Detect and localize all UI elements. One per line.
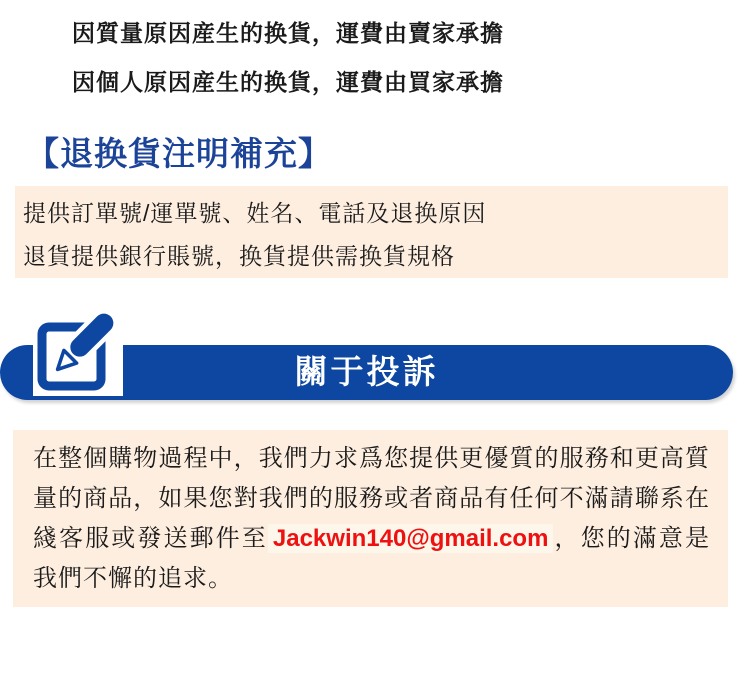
return-note-box bbox=[15, 186, 728, 278]
edit-pencil-icon bbox=[33, 306, 123, 396]
return-note-line-1: 提供訂單號/運單號、姓名、電話及退换原因 bbox=[23, 200, 487, 226]
complaint-email-address: Jackwin140@gmail.com bbox=[268, 524, 554, 553]
complaint-text-before-email: 在整個購物過程中，我們力求爲您提供更優質的服務和更高質量的商品，如果您對我們的服務或者商品有任何不滿請聯系在綫客服或發送郵件至 bbox=[33, 445, 710, 552]
complaint-banner-title: 關于投訴 bbox=[294, 353, 439, 390]
complaint-paragraph bbox=[13, 430, 728, 599]
policy-line-quality: 因質量原因産生的换貨，運費由賣家承擔 bbox=[72, 20, 504, 46]
return-note-heading: 【退换貨注明補充】 bbox=[26, 135, 332, 172]
return-note-line-2: 退貨提供銀行賬號，换貨提供需换貨規格 bbox=[23, 243, 455, 269]
complaint-text-after-email: ，您的滿意是我們不懈的追求。 bbox=[33, 525, 711, 592]
complaint-box bbox=[13, 430, 728, 607]
policy-line-personal: 因個人原因産生的换貨，運費由買家承擔 bbox=[72, 69, 504, 95]
